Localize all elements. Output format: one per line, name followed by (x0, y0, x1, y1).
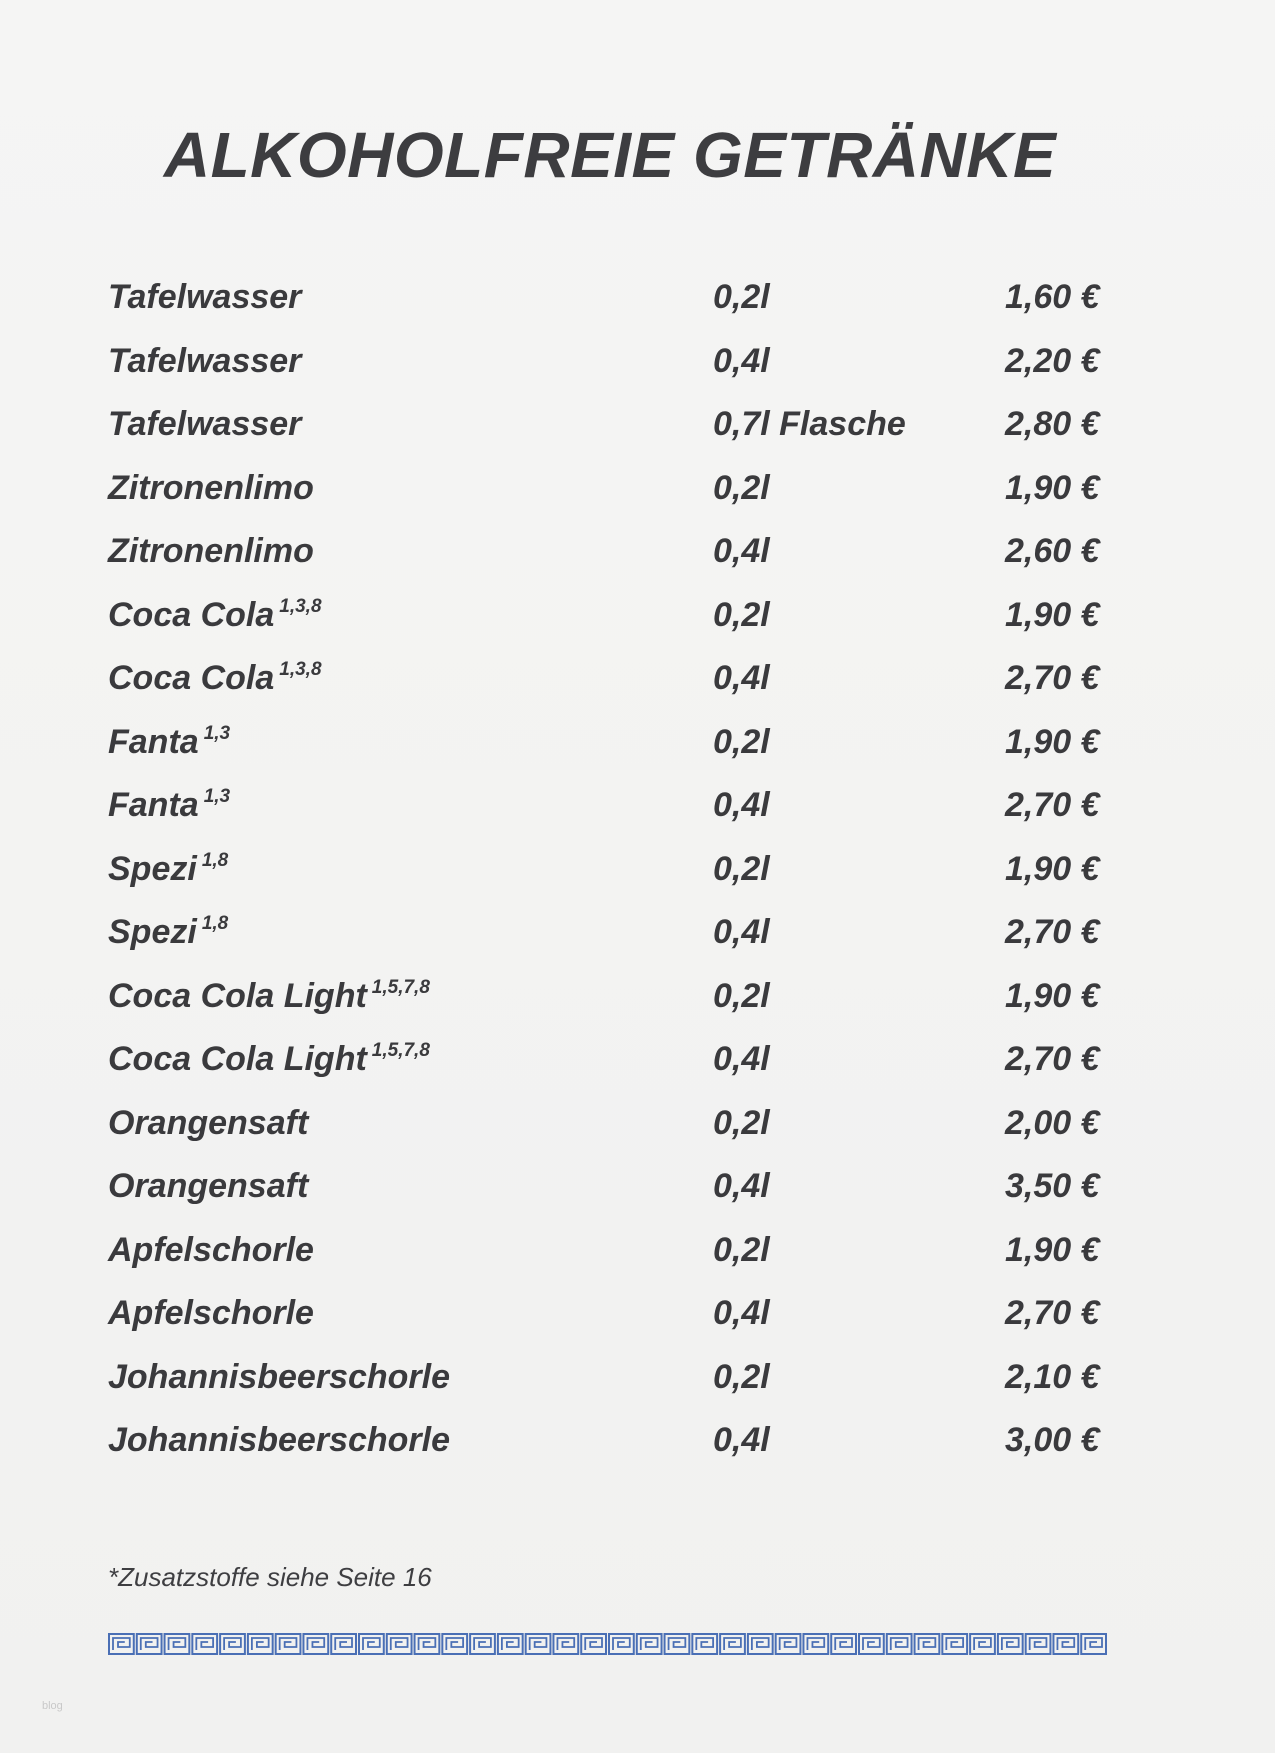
greek-key-tile (220, 1634, 245, 1654)
greek-key-tile (1081, 1634, 1106, 1654)
greek-key-tile (1053, 1634, 1078, 1654)
drink-price: 2,70 € (1005, 1040, 1100, 1078)
drink-price: 2,70 € (1005, 1294, 1100, 1332)
drink-size: 0,4l (713, 532, 770, 570)
greek-key-tile (303, 1634, 328, 1654)
drink-size: 0,2l (713, 468, 770, 507)
additive-footnote-marks: 1,3,8 (279, 659, 322, 680)
greek-key-tile (553, 1634, 578, 1654)
footnote: *Zusatzstoffe siehe Seite 16 (108, 1562, 432, 1592)
drink-name: Coca Cola 1,3,8 (108, 595, 322, 634)
drink-name: Orangensaft (108, 1167, 309, 1205)
greek-key-tile (1026, 1634, 1051, 1654)
greek-key-tile (387, 1634, 412, 1654)
additive-footnote-marks: 1,3 (203, 786, 231, 807)
drink-price: 1,60 € (1005, 278, 1100, 316)
drink-price: 3,00 € (1005, 1421, 1100, 1459)
drink-price: 1,90 € (1005, 468, 1100, 507)
drink-price: 1,90 € (1005, 976, 1100, 1015)
list-item (108, 405, 1128, 469)
page-title: ALKOHOLFREIE GETRÄNKE (163, 119, 1057, 191)
greek-key-tile (998, 1634, 1023, 1654)
additive-footnote-marks: 1,8 (201, 913, 229, 934)
list-item (108, 659, 1128, 723)
greek-key-tile (831, 1634, 856, 1654)
drink-name: Zitronenlimo (108, 532, 314, 570)
greek-key-tile (331, 1634, 356, 1654)
greek-key-tile (942, 1634, 967, 1654)
drink-name: Fanta 1,3 (108, 786, 231, 824)
list-item (108, 469, 1128, 533)
drink-size: 0,2l (713, 595, 770, 634)
drink-price: 2,70 € (1005, 786, 1100, 824)
drink-name: Johannisbeerschorle (108, 1421, 451, 1459)
drink-name: Tafelwasser (108, 405, 302, 443)
list-item (108, 532, 1128, 596)
drinks-list (108, 278, 1128, 1485)
drink-price: 2,70 € (1005, 659, 1100, 697)
drink-price: 1,90 € (1005, 1230, 1100, 1269)
greek-key-tile (192, 1634, 217, 1654)
greek-key-tile (692, 1634, 717, 1654)
drink-name: Spezi 1,8 (108, 849, 229, 888)
drink-price: 2,80 € (1005, 405, 1100, 443)
drink-name: Spezi 1,8 (108, 913, 229, 951)
greek-key-tile (415, 1634, 440, 1654)
greek-key-tile (470, 1634, 495, 1654)
drink-name: Johannisbeerschorle (108, 1357, 451, 1396)
drink-price: 2,10 € (1005, 1357, 1100, 1396)
drink-price: 1,90 € (1005, 722, 1100, 761)
drink-price: 2,00 € (1005, 1103, 1100, 1142)
drink-size: 0,2l (713, 1230, 770, 1269)
greek-key-tile (665, 1634, 690, 1654)
list-item (108, 977, 1128, 1041)
greek-key-tile (248, 1634, 273, 1654)
list-item (108, 850, 1128, 914)
greek-key-tile (970, 1634, 995, 1654)
greek-key-tile (887, 1634, 912, 1654)
list-item (108, 1104, 1128, 1168)
drink-size: 0,4l (713, 1167, 770, 1205)
additive-footnote-marks: 1,5,7,8 (371, 976, 430, 998)
greek-key-tile (137, 1634, 162, 1654)
greek-key-tile (803, 1634, 828, 1654)
drink-size: 0,2l (713, 278, 770, 316)
drink-size: 0,2l (713, 722, 770, 761)
list-item (108, 1040, 1128, 1104)
drink-size: 0,7l Flasche (713, 405, 906, 443)
greek-key-tile (637, 1634, 662, 1654)
drink-price: 2,20 € (1005, 341, 1100, 380)
greek-key-tile (609, 1634, 634, 1654)
drink-size: 0,4l (713, 913, 770, 951)
drink-name: Coca Cola 1,3,8 (108, 659, 322, 697)
drink-price: 1,90 € (1005, 849, 1100, 888)
drink-size: 0,4l (713, 786, 770, 824)
drink-name: Apfelschorle (108, 1230, 314, 1269)
greek-key-tile (165, 1634, 190, 1654)
drink-size: 0,2l (713, 976, 770, 1015)
drink-size: 0,2l (713, 849, 770, 888)
list-item (108, 723, 1128, 787)
drink-name: Coca Cola Light 1,5,7,8 (108, 1040, 430, 1078)
list-item (108, 1167, 1128, 1231)
list-item (108, 913, 1128, 977)
list-item (108, 342, 1128, 406)
greek-key-tile (915, 1634, 940, 1654)
list-item (108, 1294, 1128, 1358)
drink-price: 1,90 € (1005, 595, 1100, 634)
drink-name: Tafelwasser (108, 278, 302, 316)
greek-key-tile (109, 1634, 134, 1654)
list-item (108, 1358, 1128, 1422)
additive-footnote-marks: 1,3 (203, 722, 231, 744)
drink-size: 0,4l (713, 659, 770, 697)
drink-name: Apfelschorle (108, 1294, 314, 1332)
drink-name: Orangensaft (108, 1103, 309, 1142)
additive-footnote-marks: 1,5,7,8 (371, 1040, 430, 1061)
drink-name: Coca Cola Light 1,5,7,8 (108, 976, 430, 1015)
list-item (108, 596, 1128, 660)
drink-size: 0,4l (713, 1294, 770, 1332)
drink-name: Tafelwasser (108, 341, 302, 380)
additive-footnote-marks: 1,3,8 (279, 595, 322, 617)
greek-key-tile (776, 1634, 801, 1654)
drink-size: 0,2l (713, 1357, 770, 1396)
greek-key-border-icon (108, 1632, 1108, 1656)
list-item (108, 278, 1128, 342)
greek-key-tile (748, 1634, 773, 1654)
greek-key-tile (359, 1634, 384, 1654)
greek-key-tile (859, 1634, 884, 1654)
drink-name: Zitronenlimo (108, 468, 314, 507)
greek-key-tile (498, 1634, 523, 1654)
drink-size: 0,4l (713, 1040, 770, 1078)
drink-size: 0,4l (713, 1421, 770, 1459)
drink-size: 0,4l (713, 341, 770, 380)
greek-key-tile (442, 1634, 467, 1654)
drink-price: 2,60 € (1005, 532, 1100, 570)
greek-key-tile (581, 1634, 606, 1654)
drink-name: Fanta 1,3 (108, 722, 231, 761)
list-item (108, 1421, 1128, 1485)
additive-footnote-marks: 1,8 (201, 849, 229, 871)
list-item (108, 786, 1128, 850)
greek-key-tile (720, 1634, 745, 1654)
greek-key-tile (526, 1634, 551, 1654)
drink-size: 0,2l (713, 1103, 770, 1142)
greek-key-tile (276, 1634, 301, 1654)
list-item (108, 1231, 1128, 1295)
watermark-stamp: blog (42, 1700, 63, 1712)
drink-price: 3,50 € (1005, 1167, 1100, 1205)
drink-price: 2,70 € (1005, 913, 1100, 951)
